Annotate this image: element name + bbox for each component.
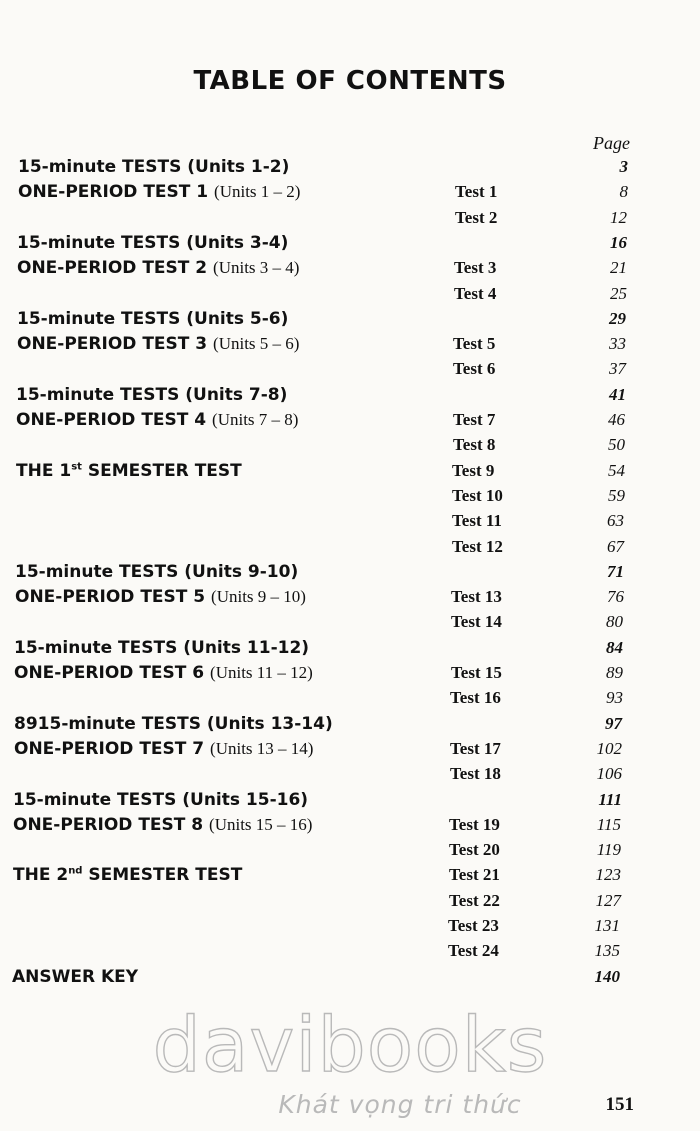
test-label: Test 18 (450, 764, 501, 784)
toc-row (0, 208, 700, 234)
section-units: (Units 9 – 10) (211, 587, 306, 607)
watermark-logo: davibooks (152, 1000, 548, 1089)
section-title: 15-minute TESTS (Units 3-4) (17, 232, 289, 253)
section-title: ONE-PERIOD TEST 7 (Units 13 – 14) (14, 738, 314, 759)
toc-row (0, 865, 700, 891)
section-title: 8915-minute TESTS (Units 13-14) (14, 713, 333, 734)
toc-row (0, 410, 700, 436)
page-ref: 67 (607, 536, 624, 556)
toc-row (0, 967, 700, 993)
section-title: ONE-PERIOD TEST 3 (Units 5 – 6) (17, 334, 300, 355)
page-ref: 76 (607, 587, 624, 607)
page-ref: 115 (596, 814, 621, 834)
section-title: 15-minute TESTS (Units 7-8) (16, 384, 288, 405)
test-label: Test 24 (448, 941, 499, 961)
toc-row (0, 739, 700, 765)
test-label: Test 8 (453, 435, 496, 455)
toc-row (0, 511, 700, 537)
section-title: ONE-PERIOD TEST 2 (Units 3 – 4) (17, 258, 300, 279)
toc-row (0, 815, 700, 841)
toc-row (0, 461, 700, 487)
page-ref: 97 (605, 713, 622, 733)
section-units: (Units 11 – 12) (210, 663, 313, 682)
test-label: Test 21 (449, 865, 500, 885)
test-label: Test 2 (455, 207, 498, 227)
toc-row (0, 537, 700, 563)
section-title: 15-minute TESTS (Units 11-12) (14, 637, 310, 658)
section-title: 15-minute TESTS (Units 9-10) (15, 561, 299, 582)
section-title: 15-minute TESTS (Units 15-16) (13, 789, 309, 810)
page-ref: 111 (598, 789, 622, 809)
toc-row (0, 840, 700, 866)
toc-row (0, 334, 700, 360)
page-ref: 3 (619, 157, 628, 176)
page-ref: 131 (594, 916, 620, 935)
page-ref: 89 (606, 663, 623, 682)
test-label: Test 22 (449, 890, 500, 910)
page-ref: 50 (608, 435, 625, 455)
test-label: Test 16 (450, 688, 501, 708)
test-label: Test 11 (452, 511, 502, 531)
ordinal-suffix: st (71, 460, 82, 472)
toc-row (0, 157, 700, 183)
page-ref: 106 (596, 764, 622, 784)
section-title: ONE-PERIOD TEST 8 (Units 15 – 16) (13, 814, 313, 835)
test-label: Test 20 (449, 840, 500, 860)
toc-row (0, 309, 700, 335)
test-label: Test 5 (453, 334, 496, 354)
toc-row (0, 435, 700, 461)
toc-row (0, 233, 700, 259)
page-ref: 71 (607, 561, 624, 581)
page-title: TABLE OF CONTENTS (193, 66, 507, 96)
section-units: (Units 1 – 2) (214, 182, 301, 202)
page-ref: 140 (594, 966, 620, 986)
page-ref: 119 (596, 840, 621, 860)
toc-row (0, 587, 700, 613)
page-ref: 59 (608, 485, 625, 505)
section-title: THE 1st SEMESTER TEST (16, 460, 242, 481)
section-title: THE 2nd SEMESTER TEST (13, 865, 243, 886)
toc-row (0, 891, 700, 917)
toc-row (0, 790, 700, 816)
toc-row (0, 562, 700, 588)
test-label: Test 6 (453, 359, 496, 379)
watermark-tagline: Khát vọng tri thức (278, 1090, 522, 1119)
page-ref: 12 (610, 207, 627, 227)
section-units: (Units 3 – 4) (213, 258, 300, 278)
toc-row (0, 258, 700, 284)
page-ref: 8 (619, 182, 628, 202)
page-number: 151 (605, 1094, 634, 1115)
toc-row (0, 916, 700, 942)
page-column-header: Page (593, 133, 630, 153)
test-label: Test 13 (451, 587, 502, 607)
test-label: Test 23 (448, 916, 499, 935)
section-title-suffix: SEMESTER TEST (82, 865, 243, 886)
toc-row (0, 663, 700, 689)
page-ref: 80 (606, 612, 623, 632)
section-units: (Units 13 – 14) (210, 738, 314, 758)
toc-row (0, 486, 700, 512)
toc-row (0, 688, 700, 714)
test-label: Test 7 (453, 410, 496, 429)
test-label: Test 10 (452, 485, 503, 505)
page-ref: 93 (606, 688, 623, 708)
toc-row (0, 182, 700, 208)
page-ref: 102 (596, 738, 622, 758)
test-label: Test 1 (455, 182, 498, 202)
page-ref: 25 (610, 283, 627, 303)
page-ref: 135 (594, 941, 620, 961)
page-ref: 41 (609, 384, 626, 404)
test-label: Test 17 (450, 738, 501, 758)
test-label: Test 3 (454, 258, 497, 278)
test-label: Test 12 (452, 536, 503, 556)
section-title: 15-minute TESTS (Units 1-2) (18, 157, 290, 177)
page-ref: 84 (606, 637, 623, 657)
toc-row (0, 638, 700, 664)
test-label: Test 15 (451, 663, 502, 682)
toc-row (0, 612, 700, 638)
test-label: Test 4 (454, 283, 497, 303)
page-ref: 16 (610, 232, 627, 252)
ordinal-suffix: nd (68, 865, 83, 877)
test-label: Test 9 (452, 460, 495, 480)
page-ref: 21 (610, 258, 627, 278)
section-title: ONE-PERIOD TEST 6 (Units 11 – 12) (14, 663, 313, 683)
page-ref: 127 (595, 890, 621, 910)
toc-row (0, 714, 700, 740)
section-title-suffix: SEMESTER TEST (81, 460, 242, 481)
page-ref: 29 (609, 308, 626, 328)
page-ref: 37 (609, 359, 626, 379)
page-ref: 123 (595, 865, 621, 885)
section-units: (Units 5 – 6) (213, 334, 300, 354)
toc-row (0, 764, 700, 790)
page-ref: 33 (609, 334, 626, 354)
section-title: ONE-PERIOD TEST 4 (Units 7 – 8) (16, 410, 299, 430)
page-ref: 46 (608, 410, 625, 429)
section-title: 15-minute TESTS (Units 5-6) (17, 308, 289, 329)
section-title: ONE-PERIOD TEST 5 (Units 9 – 10) (15, 587, 306, 608)
section-title: ANSWER KEY (12, 966, 139, 987)
page-ref: 54 (608, 460, 625, 480)
test-label: Test 14 (451, 612, 502, 632)
toc-row (0, 284, 700, 310)
section-units: (Units 7 – 8) (212, 410, 299, 429)
section-title: ONE-PERIOD TEST 1 (Units 1 – 2) (18, 182, 301, 203)
toc-row (0, 385, 700, 411)
test-label: Test 19 (449, 814, 500, 834)
page-ref: 63 (607, 511, 624, 531)
section-units: (Units 15 – 16) (209, 814, 313, 834)
toc-row (0, 359, 700, 385)
toc-row (0, 941, 700, 967)
